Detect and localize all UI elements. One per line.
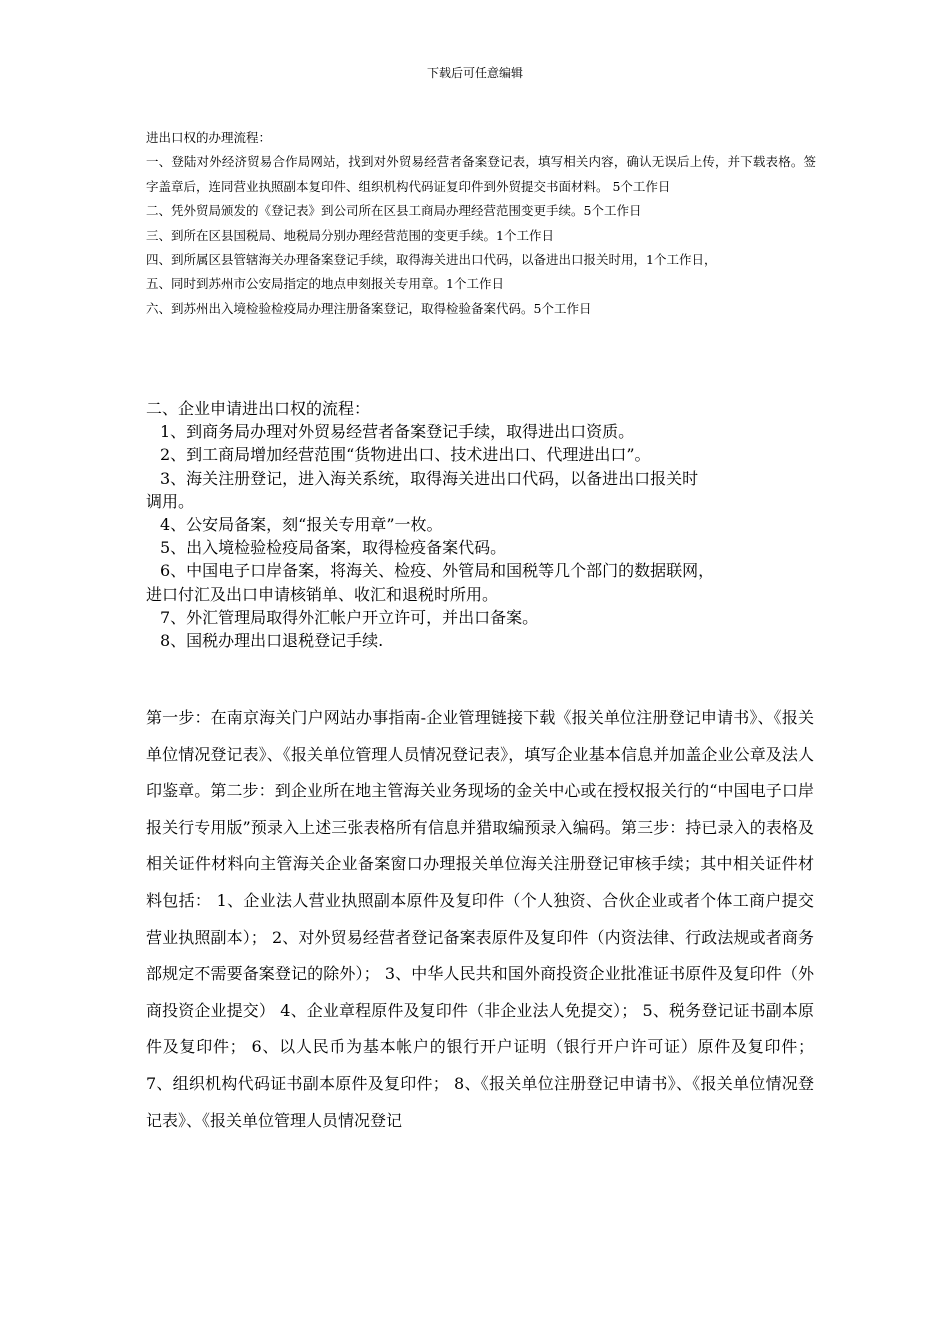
- list-item: 1、到商务局办理对外贸易经营者备案登记手续，取得进出口资质。: [160, 422, 635, 442]
- list-item: 3、海关注册登记，进入海关系统，取得海关进出口代码，以备进出口报关时: [160, 468, 699, 488]
- section-title: 进出口权的办理流程：: [146, 130, 272, 145]
- process-step: 六、到苏州出入境检验检疫局办理注册备案登记，取得检验备案代码。5个工作日: [146, 300, 592, 316]
- process-step: 二、凭外贸局颁发的《登记表》到公司所在区县工商局办理经营范围变更手续。5个工作日: [146, 203, 642, 219]
- application-process-section: [146, 397, 814, 652]
- list-item: 2、到工商局增加经营范围“货物进出口、技术进出口、代理进出口”。: [160, 445, 651, 465]
- customs-registration-paragraph: 第一步：在南京海关门户网站办事指南-企业管理链接下载《报关单位注册登记申请书》、《报关单位情况登记表》、《报关单位管理人员情况登记表》，填写企业基本信息并加盖企业公章及法人印鉴章。第二步：到企业所在地主管海关业务现场的金关中心或在授权报关行的“中国电子口岸报关行专用版”预录入上述三张表格所有信息并猎取编预录入编码。第三步：持已录入的表格及相关证件材料向主管海关企业备案窗口办理报关单位海关注册登记审核手续；其中相关证件材料包括： 1、企业法人营业执照副本原件及复印件（个人独资、合伙企业或者个体工商户提交营业执照副本）； 2、对外贸易经营者登记备案表原件及复印件（内资法律、行政法规或者商务部规定不需要备案登记的除外）； 3、中华人民共和国外商投资企业批准证书原件及复印件（外商投资企业提交） 4、企业章程原件及复印件（非企业法人免提交）； 5、税务登记证书副本原件及复印件； 6、以人民币为基本帐户的银行开户证明（银行开户许可证）原件及复印件； 7、组织机构代码证书副本原件及复印件； 8、《报关单位注册登记申请书》、《报关单位情况登记表》、《报关单位管理人员情况登记: [146, 708, 814, 1130]
- list-item: 5、出入境检验检疫局备案，取得检疫备案代码。: [160, 538, 507, 558]
- list-item: 6、中国电子口岸备案，将海关、检疫、外管局和国税等几个部门的数据联网，: [160, 561, 715, 581]
- process-step: 一、登陆对外经济贸易合作局网站，找到对外贸易经营者备案登记表，填写相关内容，确认无误后上传，并下载表格。签字盖章后，连同营业执照副本复印件、组织机构代码证复印件到外贸提交书面材料。 5个工作日: [146, 154, 816, 194]
- list-item: 7、外汇管理局取得外汇帐户开立许可，并出口备案。: [160, 607, 539, 627]
- page-header: 下载后可任意编辑: [426, 66, 523, 80]
- list-item-continuation: 进口付汇及出口申请核销单、收汇和退税时所用。: [146, 584, 499, 604]
- section-title: 二、企业申请进出口权的流程：: [146, 399, 371, 418]
- registration-process-section: [146, 126, 816, 321]
- process-step: 五、同时到苏州市公安局指定的地点申刻报关专用章。1个工作日: [146, 276, 504, 292]
- process-step: 四、到所属区县管辖海关办理备案登记手续，取得海关进出口代码，以备进出口报关时用，1个工作日，: [146, 252, 717, 268]
- list-item-continuation: 调用。: [146, 491, 195, 511]
- process-step: 三、到所在区县国税局、地税局分别办理经营范围的变更手续。1个工作日: [146, 227, 554, 243]
- list-item: 8、国税办理出口退税登记手续.: [160, 631, 384, 651]
- list-item: 4、公安局备案，刻“报关专用章”一枚。: [160, 515, 443, 535]
